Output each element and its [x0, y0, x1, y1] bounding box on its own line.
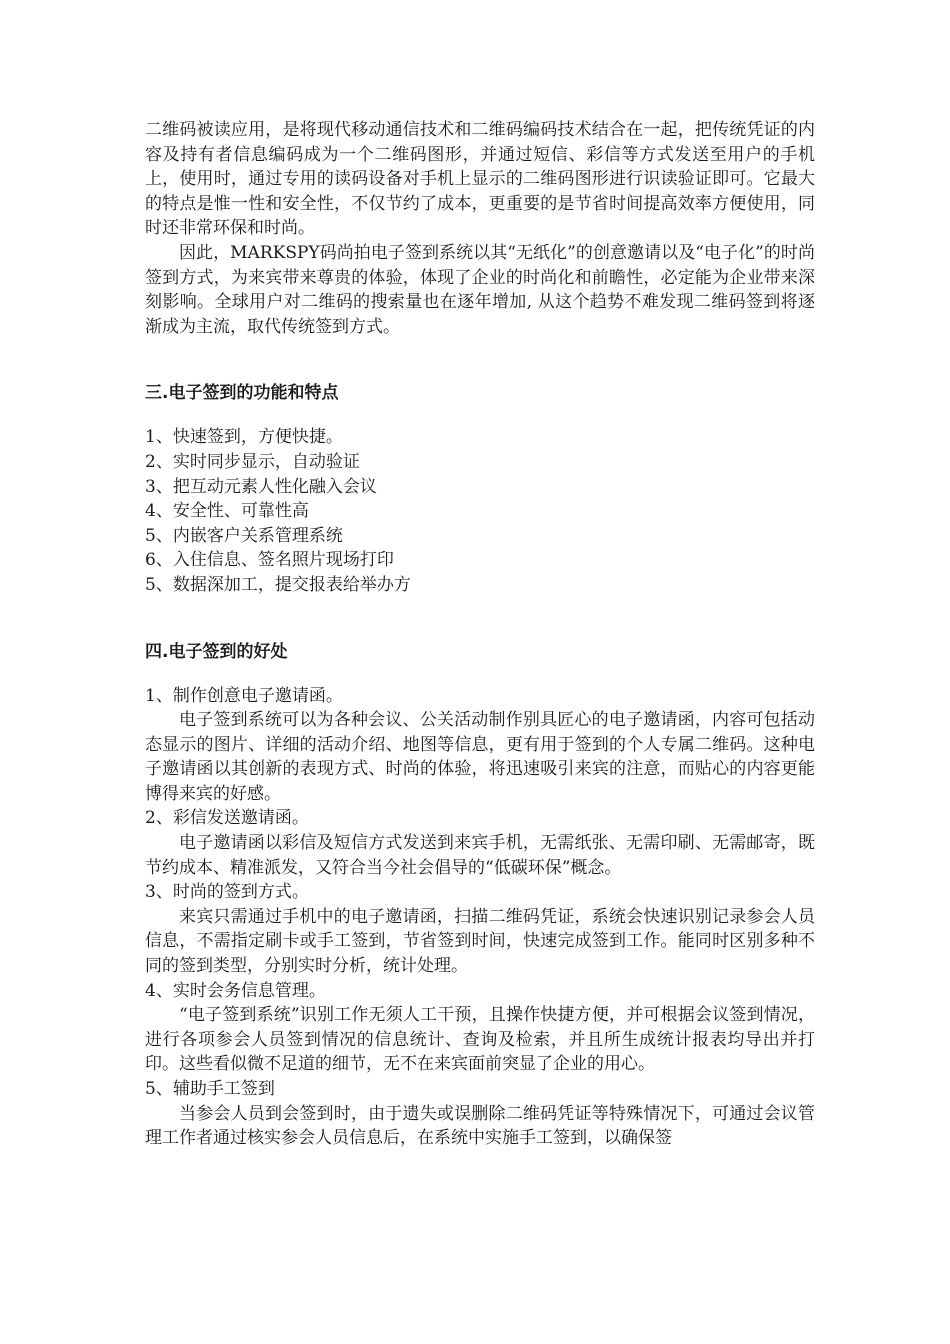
section-4-heading: 四.电子签到的好处 — [145, 641, 288, 662]
benefit-5-title: 5、辅助手工签到 — [145, 1079, 275, 1099]
intro-paragraph-2: 因此，MARKSPY码尚拍电子签到系统以其“无纸化”的创意邀请以及“电子化”的时尚签到方式，为来宾带来尊贵的体验，体现了企业的时尚化和前瞻性，必定能为企业带来深刻影响。全球用户对二维码的搜索量也在逐年增加, 从这个趋势不难发现二维码签到将逐渐成为主流，取代传统签到方式。 — [145, 242, 815, 337]
list-item: 2、实时同步显示，自动验证 — [145, 451, 360, 472]
benefit-4-title: 4、实时会务信息管理。 — [145, 980, 326, 1001]
list-item: 6、入住信息、签名照片现场打印 — [145, 550, 394, 571]
benefit-3-title: 3、时尚的签到方式。 — [145, 882, 309, 903]
list-item: 5、数据深加工，提交报表给举办方 — [145, 574, 411, 595]
benefit-2-title: 2、彩信发送邀请函。 — [145, 808, 309, 829]
list-item: 4、安全性、可靠性高 — [145, 501, 309, 522]
list-item: 3、把互动元素人性化融入会议 — [145, 476, 377, 497]
feature-list — [145, 425, 815, 597]
list-item: 1、快速签到，方便快捷。 — [145, 427, 343, 448]
benefit-3-text: 来宾只需通过手机中的电子邀请函，扫描二维码凭证，系统会快速识别记录参会人员信息，不需指定刷卡或手工签到，节省签到时间，快速完成签到工作。能同时区别多种不同的签到类型，分别实时分析，统计处理。 — [145, 906, 815, 977]
benefit-4-text: “电子签到系统”识别工作无须人工干预，且操作快捷方便，并可根据会议签到情况，进行各项参会人员签到情况的信息统计、查询及检索，并且所生成统计报表均导出并打印。这些看似微不足道的细节，无不在来宾面前突显了企业的用心。 — [145, 1005, 815, 1075]
section-3-heading: 三.电子签到的功能和特点 — [145, 383, 339, 404]
benefit-1-text: 电子签到系统可以为各种会议、公关活动制作别具匠心的电子邀请函，内容可包括动态显示的图片、详细的活动介绍、地图等信息，更有用于签到的个人专属二维码。这种电子邀请函以其创新的表现方式、时尚的体验，将迅速吸引来宾的注意，而贴心的内容更能博得来宾的好感。 — [145, 710, 815, 804]
benefits-section — [145, 684, 815, 1151]
benefit-2-text: 电子邀请函以彩信及短信方式发送到来宾手机，无需纸张、无需印刷、无需邮寄，既节约成本、精准派发，又符合当今社会倡导的“低碳环保”概念。 — [145, 833, 815, 878]
benefit-1-title: 1、制作创意电子邀请函。 — [145, 685, 343, 706]
benefit-5-text: 当参会人员到会签到时，由于遗失或误删除二维码凭证等特殊情况下，可通过会议管理工作者通过核实参会人员信息后，在系统中实施手工签到，以确保签 — [145, 1103, 815, 1149]
intro-paragraph-1: 二维码被读应用，是将现代移动通信技术和二维码编码技术结合在一起，把传统凭证的内容及持有者信息编码成为一个二维码图形，并通过短信、彩信等方式发送至用户的手机上，使用时，通过专用的读码设备对手机上显示的二维码图形进行识读验证即可。它最大的特点是惟一性和安全性，不仅节约了成本，更重要的是节省时间提高效率方便使用，同时还非常环保和时尚。 — [145, 120, 815, 239]
document-page — [145, 118, 815, 1151]
list-item: 5、内嵌客户关系管理系统 — [145, 525, 343, 546]
